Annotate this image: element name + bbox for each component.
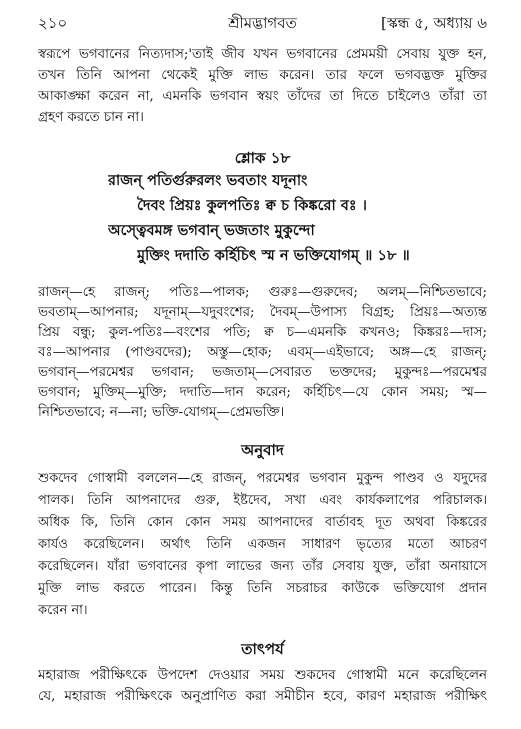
verse-line: অস্ত্বেবমঙ্গ ভগবান্ ভজতাং মুকুন্দো	[108, 222, 315, 239]
translation-line: করেন না।	[38, 603, 88, 618]
translation-line: কার্যও করেছিলেন। অর্থাৎ তিনি একজন সাধারণ ভৃত্যের মতো আচরণ	[38, 537, 487, 552]
intro-line: তখন তিনি আপনা থেকেই মুক্তি লাভ করেন। তার ফলে ভগবদ্ভক্ত মুক্তির	[38, 68, 487, 83]
translation-heading: অনুবাদ	[241, 441, 284, 459]
purport-heading: তাৎপর্য	[241, 640, 284, 658]
translation-line: পালক। তিনি আপনাদের গুরু, ইষ্টদেব, সখা এবং কার্যকলাপের পরিচালক।	[38, 493, 487, 508]
page-number: ২১০	[38, 14, 68, 32]
verse-line: রাজন্ পতির্গুরুরলং ভবতাং যদূনাং	[108, 172, 308, 189]
translation-line: শুকদেব গোস্বামী বললেন—হে রাজন্, পরমেশ্বর ভগবান মুকুন্দ পাণ্ডব ও যদুদের	[38, 471, 487, 486]
chapter-reference: [স্কন্ধ ৫, অধ্যায় ৬	[380, 14, 487, 32]
intro-line: আকাঙ্ক্ষা করেন না, এমনকি ভগবান স্বয়ং তাঁদের তা দিতে চাইলেও তাঁরা তা	[38, 89, 487, 104]
synonym-line: ভবতাম্—আপনার; যদূনাম্—যদুবংশের; দৈবম্—উপাস্য বিগ্রহ; প্রিয়ঃ—অত্যন্ত	[38, 305, 487, 320]
synonym-line: ভগবান্—পরমেশ্বর ভগবান; ভজতাম্—সেবারত ভক্তদের; মুকুন্দঃ—পরমেশ্বর	[38, 365, 487, 380]
translation-line: অধিক কি, তিনি কোন কোন সময় আপনাদের বার্তাবহ দূত অথবা কিঙ্করের	[38, 515, 487, 530]
synonym-line: নিশ্চিতভাবে; ন—না; ভক্তি-যোগম্—প্রেমভক্তি।	[38, 405, 285, 420]
synonym-line: রাজন্—হে রাজন্; পতিঃ—পালক; গুরুঃ—গুরুদেব; অলম্—নিশ্চিতভাবে;	[38, 285, 487, 300]
verse-heading: শ্লোক ১৮	[234, 149, 291, 167]
intro-line: গ্রহণ করতে চান না।	[38, 110, 144, 125]
translation-line: করেছিলেন। যাঁরা ভগবানের কৃপা লাভের জন্য তাঁর সেবায় যুক্ত, তাঁরা অনায়াসে	[38, 559, 487, 574]
verse-line: দৈবং প্রিয়ঃ কুলপতিঃ ক্ব চ কিঙ্করো বঃ ।	[137, 197, 367, 214]
synonym-line: বঃ—আপনার (পাণ্ডবদের); অস্তু—হোক; এবম্—এইভাবে; অঙ্গ—হে রাজন্;	[38, 345, 487, 360]
purport-line: মহারাজ পরীক্ষিৎকে উপদেশ দেওয়ার সময় শুকদেব গোস্বামী মনে করেছিলেন	[38, 668, 487, 683]
translation-line: মুক্তি লাভ করতে পারেন। কিন্তু তিনি সচরাচর কাউকে ভক্তিযোগ প্রদান	[38, 581, 487, 596]
intro-line: স্বরূপে ভগবানের নিত্যদাস;'তাই জীব যখন ভগবানের প্রেমময়ী সেবায় যুক্ত হন,	[38, 47, 487, 62]
book-title: শ্রীমদ্ভাগবত	[228, 14, 297, 32]
synonym-line: ভগবান; মুক্তিম্—মুক্তি; দদাতি—দান করেন; কর্হিচিৎ—যে কোন সময়; স্ম—	[38, 385, 487, 400]
synonym-line: প্রিয় বন্ধু; কুল-পতিঃ—বংশের পতি; ক্ব চ—এমনকি কখনও; কিঙ্করঃ—দাস;	[38, 325, 487, 340]
page-header	[38, 12, 487, 34]
purport-line: যে, মহারাজ পরীক্ষিৎকে অনুপ্রাণিত করা সমীচীন হবে, কারণ মহারাজ পরীক্ষিৎ	[38, 689, 487, 704]
verse-line: মুক্তিং দদাতি কর্হিচিৎ স্ম ন ভক্তিযোগম্ ॥ ১৮ ॥	[137, 247, 410, 264]
